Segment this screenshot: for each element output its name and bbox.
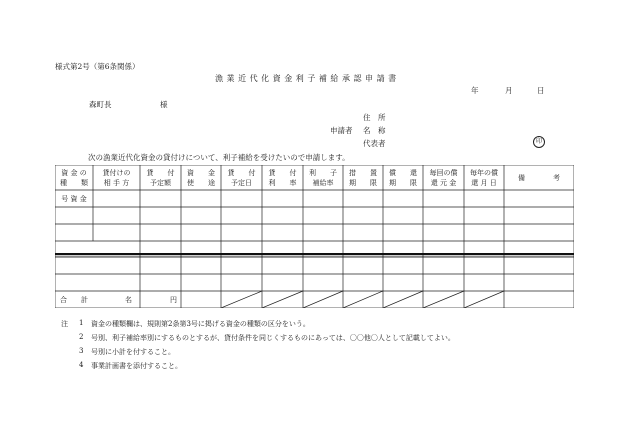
seal-mark <box>533 136 545 148</box>
header-loan-rate <box>262 168 303 188</box>
header-remarks-line1: 備 考 <box>518 174 560 182</box>
header-fund-use-line1: 資 金 <box>187 169 215 177</box>
total-label: 合 計 <box>60 296 88 304</box>
header-fund-type <box>55 168 93 188</box>
header-planned-amount-line2: 予定額 <box>150 179 171 188</box>
header-subsidy-rate-line1: 利 子 <box>309 169 337 177</box>
note-2-text: 号別、利子補給率別にするものとするが、貸付条件を同じくするものにあっては、〇〇他〇人として記載してよい。 <box>91 334 455 342</box>
header-fund-use-line2: 使 途 <box>187 179 215 188</box>
header-borrower-line1: 貸付けの <box>102 169 131 177</box>
header-grace-period-line1: 措 置 <box>349 169 377 177</box>
form-number: 様式第2号（第6条関係） <box>55 62 140 71</box>
header-planned-date <box>221 168 262 188</box>
applicant-label: 申請者 <box>330 126 353 135</box>
application-table <box>55 165 574 308</box>
header-fund-type-line2: 種 類 <box>60 179 88 188</box>
header-installment-principal-line2: 還 元 金 <box>430 179 457 188</box>
header-annual-repayment-date <box>464 168 504 188</box>
header-repayment-period <box>383 168 423 188</box>
note-2-number: 2 <box>79 333 84 341</box>
header-planned-date-line1: 貸 付 <box>227 169 256 177</box>
date-day-label: 日 <box>537 86 545 95</box>
header-planned-date-line2: 予定日 <box>231 179 252 188</box>
header-grace-period <box>343 168 383 188</box>
address-label: 住 所 <box>363 113 386 122</box>
total-count-unit: 名 <box>125 296 132 304</box>
header-installment-principal-line1: 毎回の償 <box>429 169 458 177</box>
note-4-text: 事業計画書を添付すること。 <box>91 362 182 370</box>
header-subsidy-rate <box>303 168 343 188</box>
row-fund-label: 号 資 金 <box>61 195 87 203</box>
header-fund-type-line1: 資 金 の <box>61 169 87 177</box>
addressee-honorific: 様 <box>160 100 168 109</box>
header-loan-rate-line2: 利 率 <box>268 179 297 188</box>
total-row-diagonals <box>221 291 504 308</box>
header-subsidy-rate-line2: 補給率 <box>312 179 334 188</box>
header-repayment-period-line1: 償 還 <box>389 169 417 177</box>
section-separator <box>55 253 574 257</box>
addressee-name: 森町長 <box>89 100 112 109</box>
header-planned-amount <box>140 168 181 188</box>
representative-label: 代表者 <box>363 139 386 148</box>
seal-char: 印 <box>535 138 542 145</box>
header-borrower <box>93 168 140 188</box>
header-remarks <box>504 173 574 183</box>
header-fund-use <box>181 168 221 188</box>
intro-text: 次の漁業近代化資金の貸付けについて、利子補給を受けたいので申請します。 <box>88 153 350 162</box>
note-1-number: 1 <box>79 319 84 327</box>
note-3-text: 号別に小計を付すること。 <box>91 348 175 356</box>
header-grace-period-line2: 期 限 <box>349 179 377 188</box>
header-annual-repayment-date-line1: 毎年の償 <box>470 169 498 177</box>
header-loan-rate-line1: 貸 付 <box>268 169 297 177</box>
note-1-text: 資金の種類欄は、規則第2条第3号に掲げる資金の種類の区分をいう。 <box>91 320 310 328</box>
date-month-label: 月 <box>505 86 513 95</box>
form-title: 漁 業 近 代 化 資 金 利 子 補 給 承 認 申 請 書 <box>215 74 397 83</box>
header-annual-repayment-date-line2: 還 月 日 <box>471 179 497 188</box>
total-amount-unit: 円 <box>170 296 177 304</box>
header-planned-amount-line1: 貸 付 <box>146 169 175 177</box>
notes-label: 注 <box>61 320 68 328</box>
header-borrower-line2: 相 手 方 <box>103 179 130 188</box>
note-4-number: 4 <box>79 361 84 369</box>
name-label: 名 称 <box>363 126 386 135</box>
note-3-number: 3 <box>79 347 84 355</box>
header-installment-principal <box>423 168 464 188</box>
date-year-label: 年 <box>471 86 479 95</box>
header-repayment-period-line2: 期 限 <box>389 179 417 188</box>
